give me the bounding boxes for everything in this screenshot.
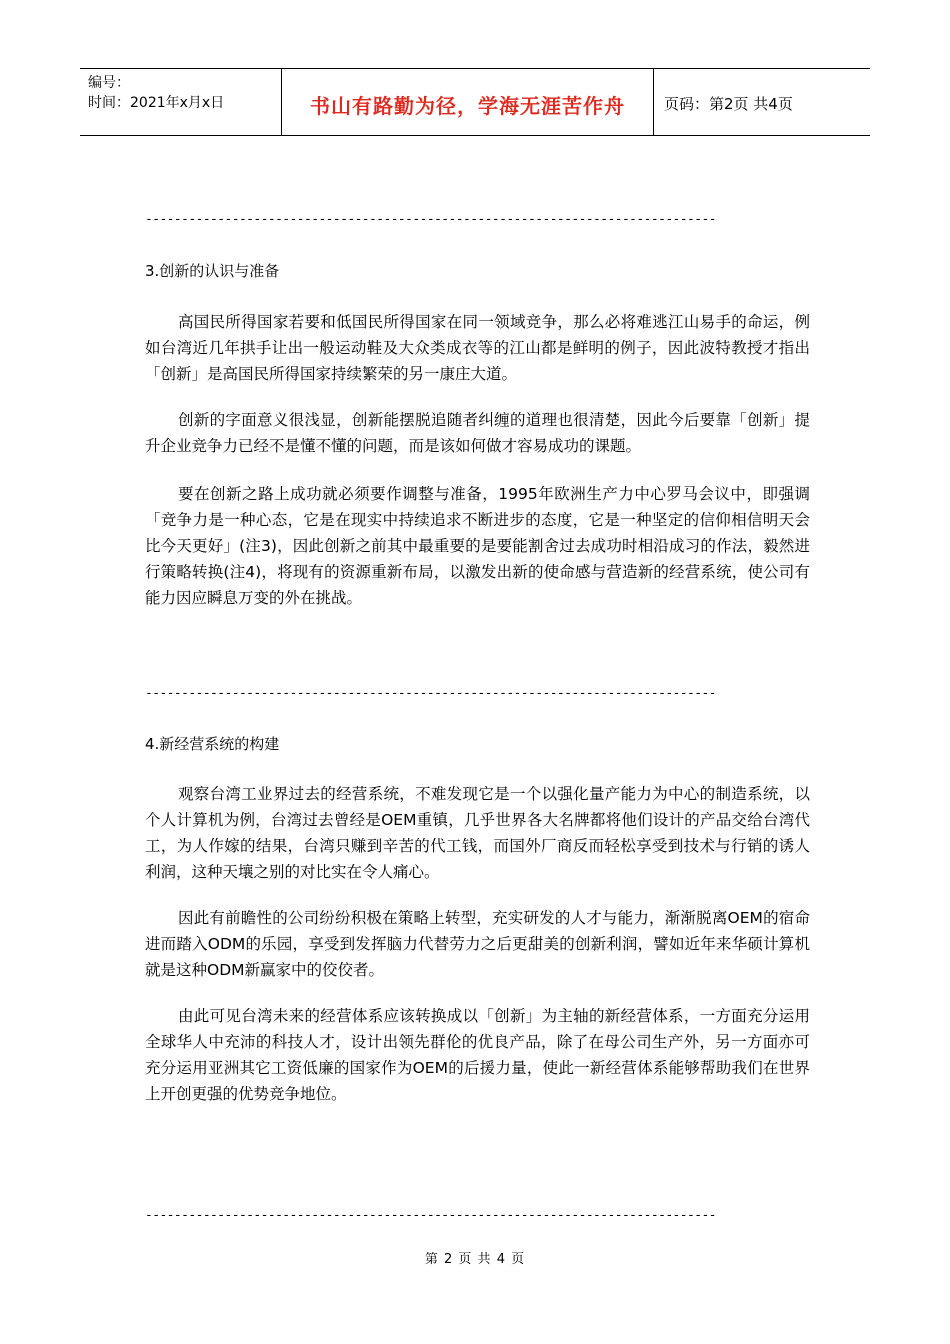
document-date: 时间：2021年x月x日 bbox=[88, 95, 225, 111]
paragraph: 高国民所得国家若要和低国民所得国家在同一领域竞争，那么必将难逃江山易手的命运，例如台湾近几年拱手让出一般运动鞋及大众类成衣等的江山都是鲜明的例子，因此波特教授才指出「创新」是高国民所得国家持续繁荣的另一康庄大道。 bbox=[145, 313, 810, 383]
section-divider: ------------------------------------------------------------------------------- bbox=[145, 212, 716, 227]
section-heading: 3.创新的认识与准备 bbox=[145, 262, 280, 280]
paragraph: 因此有前瞻性的公司纷纷积极在策略上转型，充实研发的人才与能力，渐渐脱离OEM的宿命进而踏入ODM的乐园，享受到发挥脑力代替劳力之后更甜美的创新利润，譬如近年来华硕计算机就是这种ODM新赢家中的佼佼者。 bbox=[145, 909, 810, 979]
page-footer: 第 2 页 共 4 页 bbox=[424, 1252, 526, 1267]
paragraph: 由此可见台湾未来的经营体系应该转换成以「创新」为主轴的新经营体系，一方面充分运用全球华人中充沛的科技人才，设计出领先群伦的优良产品，除了在母公司生产外，另一方面亦可充分运用亚洲其它工资低廉的国家作为OEM的后援力量，使此一新经营体系能够帮助我们在世界上开创更强的优势竞争地位。 bbox=[145, 1007, 810, 1103]
document-number-label: 编号： bbox=[88, 75, 130, 91]
paragraph: 创新的字面意义很浅显，创新能摆脱追随者纠缠的道理也很清楚，因此今后要靠「创新」提升企业竞争力已经不是懂不懂的问题，而是该如何做才容易成功的课题。 bbox=[145, 411, 810, 455]
section-heading: 4.新经营系统的构建 bbox=[145, 735, 280, 753]
section-divider: ------------------------------------------------------------------------------- bbox=[145, 1208, 716, 1223]
paragraph: 要在创新之路上成功就必须要作调整与准备，1995年欧洲生产力中心罗马会议中，即强调「竞争力是一种心态，它是在现实中持续追求不断进步的态度，它是一种坚定的信仰相信明天会比今天更好」(注3)，因此创新之前其中最重要的是要能割舍过去成功时相沿成习的作法，毅然进行策略转换(注4)，将现有的资源重新布局，以激发出新的使命感与营造新的经营系统，使公司有能力因应瞬息万变的外在挑战。 bbox=[145, 485, 810, 607]
section-divider: ------------------------------------------------------------------------------- bbox=[145, 686, 716, 701]
header-page-info: 页码：第2页 共4页 bbox=[664, 94, 793, 113]
header-meta bbox=[80, 69, 282, 135]
header-motto: 书山有路勤为径，学海无涯苦作舟 bbox=[282, 69, 654, 135]
document-header bbox=[80, 68, 870, 136]
paragraph: 观察台湾工业界过去的经营系统，不难发现它是一个以强化量产能力为中心的制造系统，以个人计算机为例，台湾过去曾经是OEM重镇，几乎世界各大名牌都将他们设计的产品交给台湾代工，为人作嫁的结果，台湾只赚到辛苦的代工钱，而国外厂商反而轻松享受到技术与行销的诱人利润，这种天壤之别的对比实在令人痛心。 bbox=[145, 785, 810, 881]
